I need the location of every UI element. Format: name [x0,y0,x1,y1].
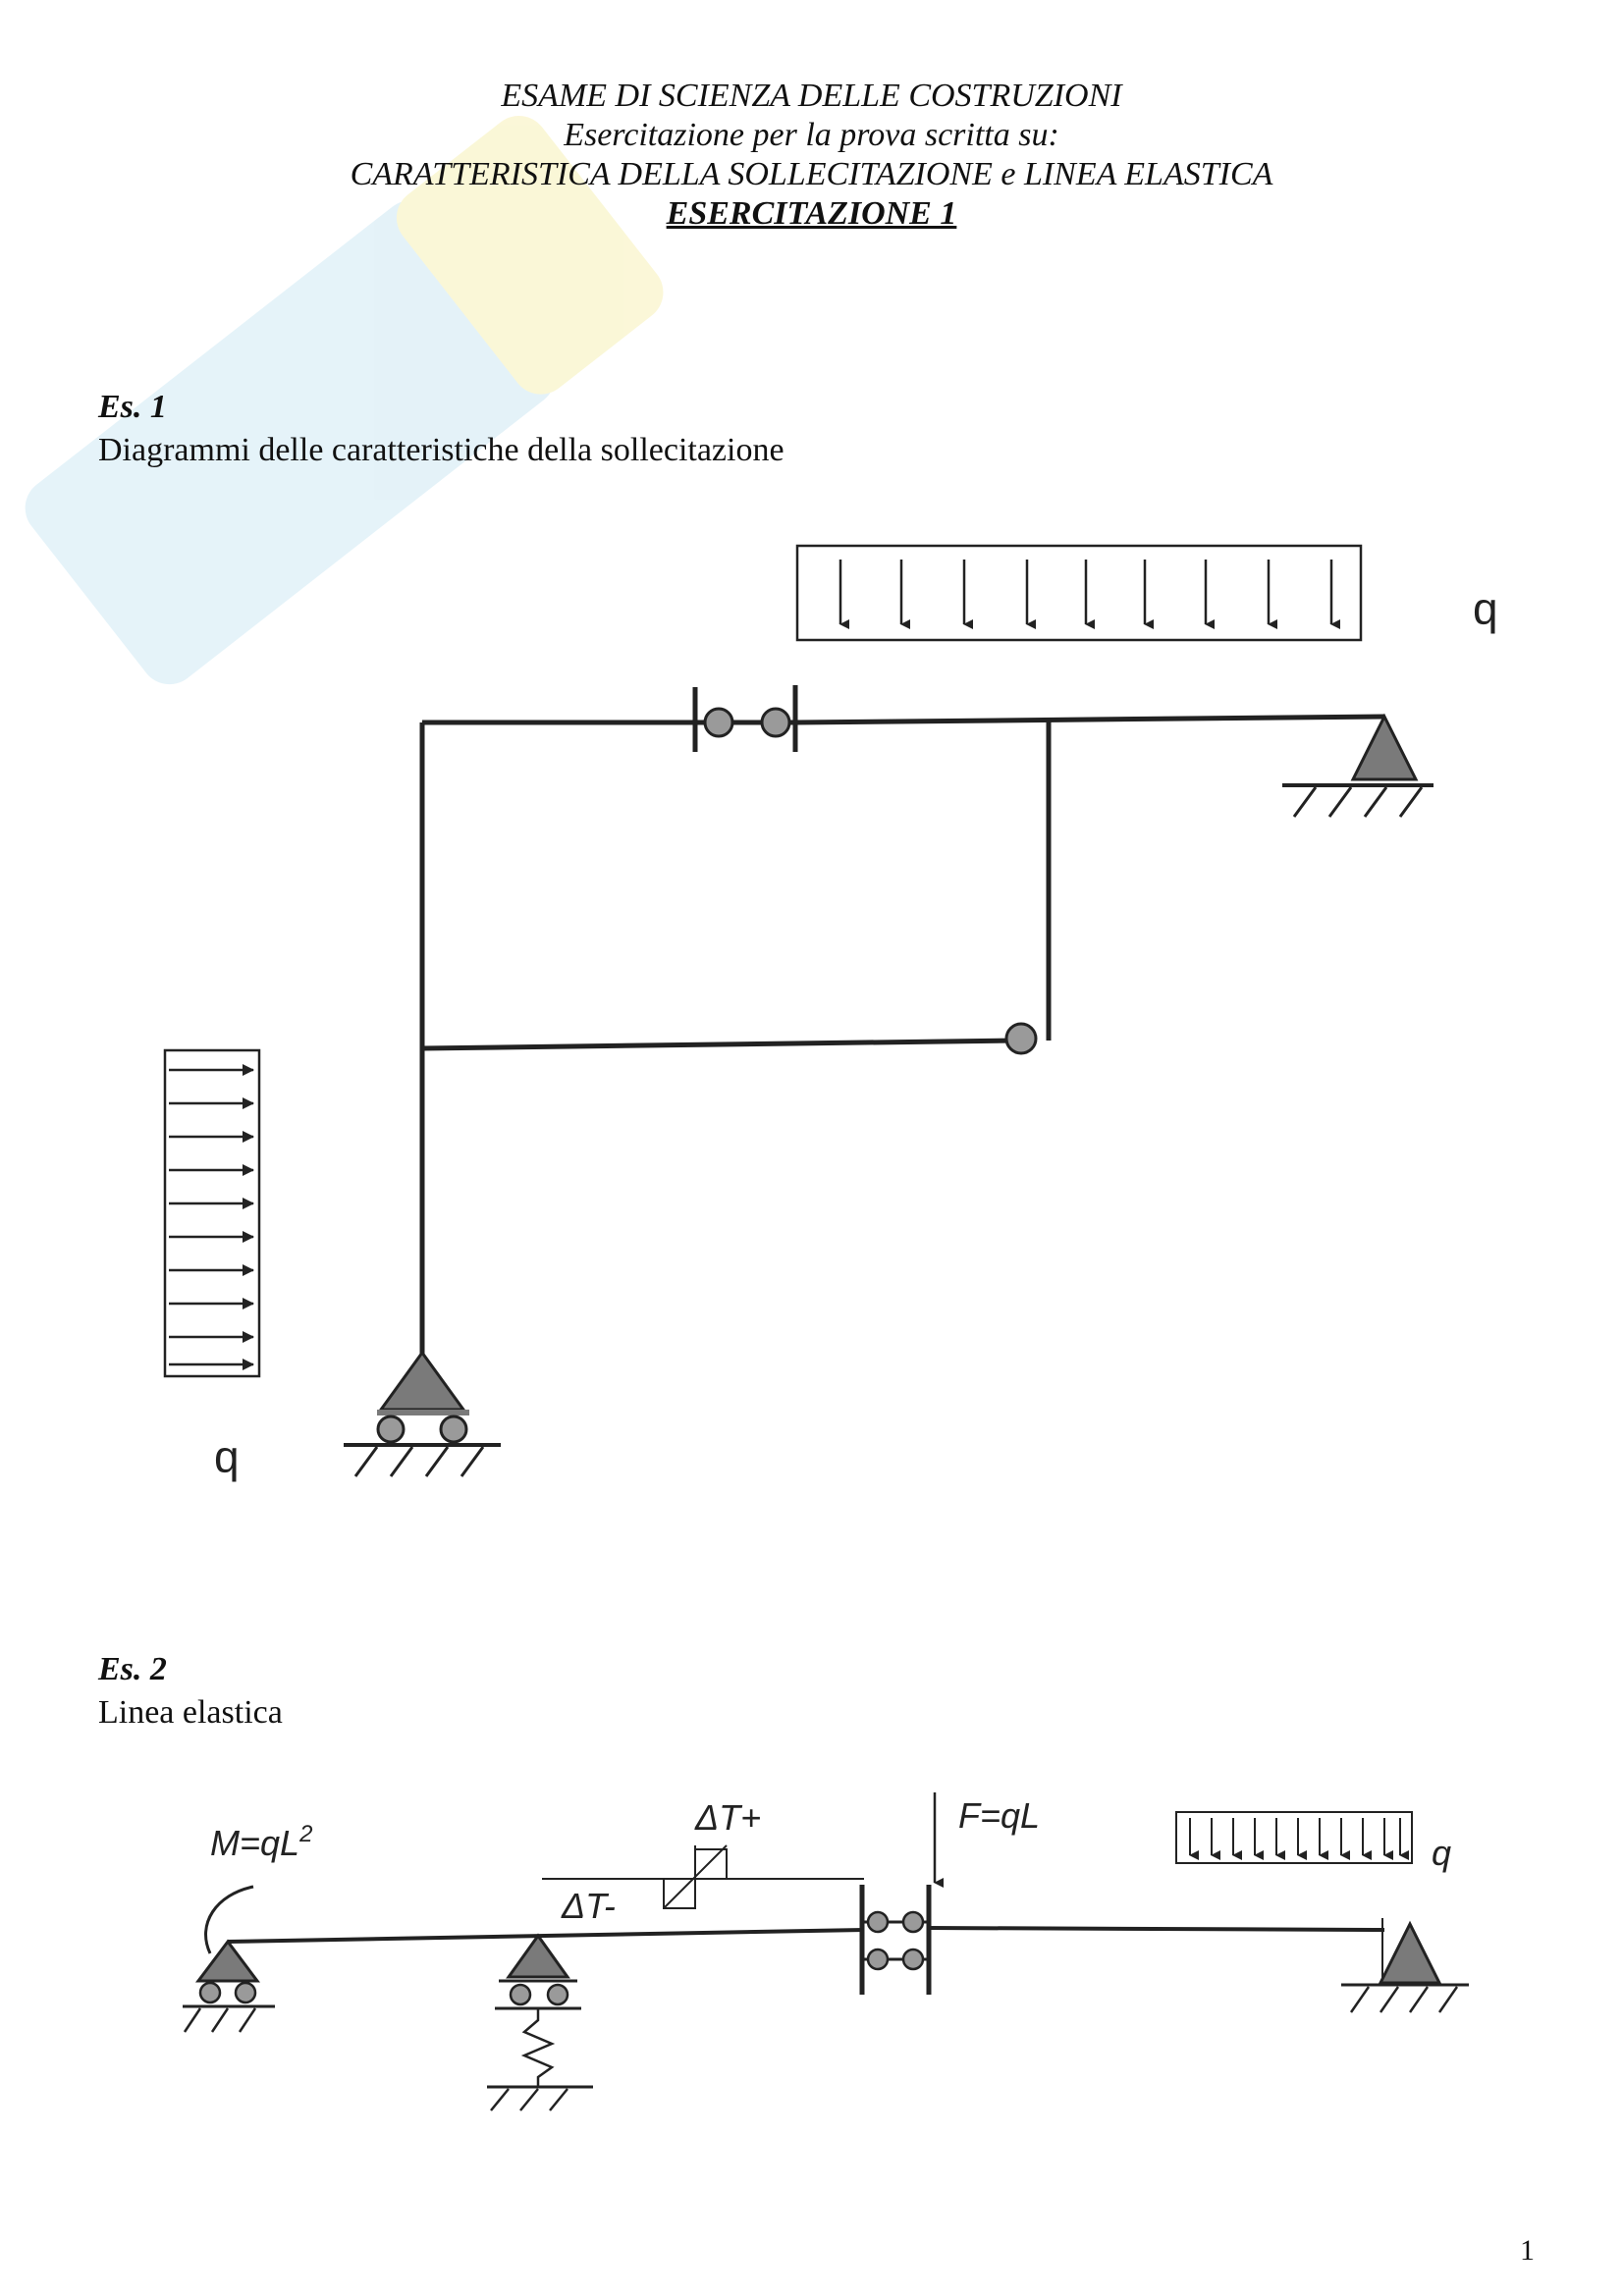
distributed-load-es2 [1176,1812,1412,1863]
top-beam-right [797,717,1384,722]
spring-roller-support [487,1936,593,2110]
load-label-top: q [1473,583,1498,634]
moment-label: $M=qL^2$ [210,1821,313,1863]
exercise-2-label: Es. 2 [98,1651,167,1687]
page-number: 1 [1520,2234,1535,2267]
temp-plus-label: ΔT+ [695,1797,762,1838]
slider-joint [695,685,795,752]
force-label: F=qL [958,1795,1041,1836]
beam-right [927,1928,1384,1930]
roller-support-bottom [344,1353,501,1476]
hinge-icon [1006,1024,1036,1053]
exercise-2-description: Linea elastica [98,1694,283,1731]
top-distributed-load [797,546,1361,640]
beam-left [228,1930,864,1942]
pin-support-right [1282,717,1434,817]
roller-support-left [183,1942,275,2032]
exam-subtitle: Esercitazione per la prova scritta su: [564,117,1059,153]
exercise-1-description: Diagrammi delle caratteristiche della sollecitazione [98,432,784,468]
side-distributed-load [165,1050,259,1376]
exercise-1-figure [165,546,1434,1476]
exam-topic: CARATTERISTICA DELLA SOLLECITAZIONE e LINEA ELASTICA [350,156,1273,192]
exercise-1-label: Es. 1 [98,389,167,425]
double-slider-joint [862,1885,929,1995]
exercise-2-figure [183,1792,1469,2110]
load-label-side: q [214,1431,240,1482]
load-label-es2: q [1432,1833,1452,1873]
exercise-set-title: ESERCITAZIONE 1 [666,195,957,232]
exam-title: ESAME DI SCIENZA DELLE COSTRUZIONI [501,78,1122,114]
middle-beam [422,1041,1017,1048]
temp-minus-label: ΔT- [562,1886,616,1926]
pin-support-es2-right [1341,1918,1469,2012]
